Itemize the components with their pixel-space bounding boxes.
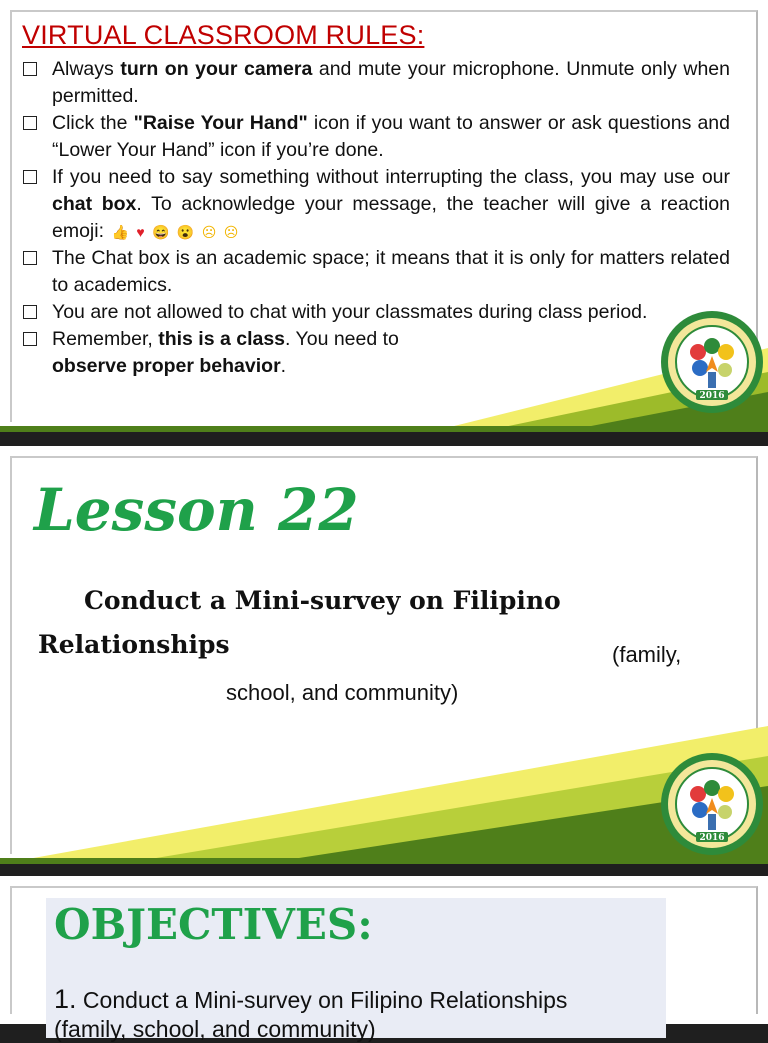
rule-text: Remember, bbox=[52, 328, 159, 350]
rules-title: VIRTUAL CLASSROOM RULES: bbox=[22, 20, 425, 50]
rule-item bbox=[22, 110, 730, 164]
objective-text: Conduct a Mini-survey on Filipino Relationships bbox=[76, 987, 568, 1013]
rule-text: . You need to bbox=[285, 328, 399, 350]
topic-line-2: Relationships bbox=[38, 630, 230, 659]
objectives-panel bbox=[46, 898, 666, 1042]
laugh-emoji-icon: 😄 bbox=[152, 224, 170, 240]
checkbox-bullet-icon bbox=[23, 62, 37, 76]
parenthetical-part-1: (family, bbox=[612, 642, 682, 667]
sad-emoji-icon: ☹ bbox=[201, 224, 217, 240]
checkbox-bullet-icon bbox=[23, 116, 37, 130]
seal-year: 2016 bbox=[699, 391, 725, 401]
rule-emphasis: chat box bbox=[52, 193, 137, 215]
rule-emphasis: this is a class bbox=[158, 328, 286, 350]
checkbox-bullet-icon bbox=[23, 305, 37, 319]
objective-item bbox=[54, 984, 674, 1015]
decorative-stripe bbox=[0, 330, 768, 432]
objectives-heading: OBJECTIVES: bbox=[54, 900, 373, 949]
slide-lesson bbox=[0, 446, 768, 864]
wow-emoji-icon: 😮 bbox=[176, 224, 195, 240]
rule-item bbox=[22, 56, 730, 110]
decorative-stripe bbox=[0, 716, 768, 864]
rule-item bbox=[22, 299, 692, 326]
topic-line-1: Conduct a Mini-survey on Filipino bbox=[84, 586, 561, 615]
school-seal-logo bbox=[660, 310, 764, 414]
rule-text: . To acknowledge your message, the teacher will give a reaction emoji: bbox=[52, 193, 730, 242]
checkbox-bullet-icon bbox=[23, 251, 37, 265]
thumbs-up-emoji-icon: 👍 bbox=[111, 224, 129, 240]
seal-year: 2016 bbox=[699, 833, 725, 843]
rule-text: icon if you want to answer or ask questions and “Lower Your Hand” icon if you’re done. bbox=[52, 112, 730, 161]
rule-text: The Chat box is an academic space; it means that it is only for matters related to academics. bbox=[52, 247, 730, 296]
heart-emoji-icon: ♥ bbox=[136, 224, 145, 240]
rule-item bbox=[22, 164, 730, 245]
rule-emphasis: "Raise Your Hand" bbox=[133, 112, 308, 134]
angry-emoji-icon: ☹ bbox=[223, 224, 239, 240]
rule-text: and mute your microphone. Unmute only when permitted. bbox=[52, 58, 730, 107]
rule-text: Click the bbox=[52, 112, 134, 134]
checkbox-bullet-icon bbox=[23, 170, 37, 184]
school-seal-logo bbox=[660, 752, 764, 856]
objective-number: 1. bbox=[54, 984, 77, 1014]
lesson-title: Lesson 22 bbox=[34, 476, 359, 544]
rule-text: . bbox=[280, 355, 287, 377]
slide-classroom-rules bbox=[0, 0, 768, 432]
rule-emphasis: turn on your camera bbox=[120, 58, 313, 80]
objective-text-continued: (family, school, and community) bbox=[54, 1016, 376, 1042]
rule-text: Always bbox=[52, 58, 121, 80]
rule-item bbox=[22, 245, 730, 299]
rule-emphasis: observe proper behavior bbox=[52, 355, 281, 377]
slide-objectives bbox=[0, 876, 768, 1042]
parenthetical-part-2: school, and community) bbox=[226, 680, 459, 705]
rule-text: If you need to say something without interrupting the class, you may use our bbox=[52, 166, 730, 188]
rule-text: You are not allowed to chat with your classmates during class period. bbox=[52, 301, 648, 323]
